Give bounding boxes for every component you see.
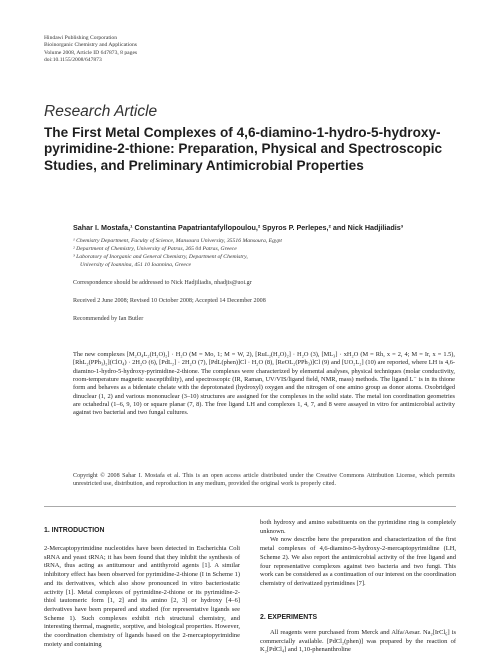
paper-title: The First Metal Complexes of 4,6-diamino-1-hydro-5-hydroxy-pyrimidine-2-thione: Preparation, Physical and Spectroscopic Studies, and Preliminary Antimicrobial Properties (44, 125, 443, 173)
journal-line: Bioinorganic Chemistry and Applications (44, 42, 137, 49)
volume-line: Volume 2008, Article ID 647873, 8 pages (44, 49, 138, 56)
affiliations (73, 238, 453, 270)
divider (44, 506, 456, 507)
author-list: Sahar I. Mostafa,¹ Constantina Papatriantafyllopoulou,² Spyros P. Perlepes,² and Nick Hadjiliadis³ (73, 223, 404, 232)
left-column (44, 545, 240, 649)
experiments-paragraph: All reagents were purchased from Merck and Alfa/Aesar. Na₂[IrCl₆] is commercially available. [PdCl₂(phen)] was prepared by the reaction of K₂[PdCl₄] and 1,10-phenanthroline (260, 629, 456, 654)
section-heading-experiments: 2. EXPERIMENTS (260, 614, 318, 621)
right-column-top (260, 519, 456, 589)
recommended-line: Recommended by Ian Butler (73, 316, 144, 322)
affiliation-2: ² Department of Chemistry, University of Patras, 265 04 Patras, Greece (73, 245, 237, 252)
abstract: The new complexes [M₂O₄L₂(H₂O)₂] · H₂O (M = Mo, 1; M = W, 2), [RuL₂(H₂O)₂] · H₂O (3), [ML₃] · xH₂O (M = Rh, x = 2, 4; M = Ir, x = 1.5), [RhL₂(PPh₃)₂](ClO₄) · 2H₂O (6), [PdL₂] · 2H₂O (7), [PdL(phen)]Cl · H₂O (8), [ReOL₂(PPh₃)]Cl (9) and [UO₂L₂] (10) are reported, where LH is 4,6-diamino-1-hydro-5-hydroxy-pyrimidine-2-thione. The complexes were characterized by elemental analyses, physical techniques (molar conductivity, room-temperature magnetic susceptibility), and spectroscopic (IR, Raman, UV/VIS/ligand field, NMR, mass) methods. The ligand L⁻ is in its thione form and behaves as a bidentate chelate with the deprotonated (hydroxyl) oxygen and the nitrogen of one amino group as donor atoms. Oxobridged dinuclear (1, 2) and various mononuclear (3–10) structures are assigned for the complexes in the solid state. The metal ion coordination geometries are octahedral (1–6, 9, 10) or square planar (7, 8). The free ligand LH and complexes 1, 4, 7, and 8 were assayed in vitro for antimicrobial activity against two bacterial and two fungal cultures. (73, 351, 455, 417)
affiliation-3-continued: University of Ioannina, 451 10 Ioannina, Greece (80, 261, 191, 268)
right-paragraph-2: We now describe here the preparation and characterization of the first metal complexes of 4,6-diamino-5-hydroxy-2-mercaptopyrimidine (LH, Scheme 2). We also report the antimicrobial activity of the free ligand and four representative complexes against two bacteria and two fungi. This work can be considered as a continuation of our interest on the coordination chemistry of derivatized pyrimidines [7]. (260, 536, 456, 587)
article-type: Research Article (44, 103, 158, 120)
right-column-bottom (260, 629, 456, 655)
affiliation-1: ¹ Chemistry Department, Faculty of Science, Mansoura University, 35516 Mansoura, Egypt (73, 238, 282, 244)
affiliation-3: ³ Laboratory of Inorganic and General Chemistry, Department of Chemistry, (73, 253, 248, 260)
dates-line: Received 2 June 2008; Revised 10 October 2008; Accepted 14 December 2008 (73, 298, 266, 304)
publisher-line: Hindawi Publishing Corporation (44, 35, 118, 41)
doi-line: doi:10.1155/2008/647873 (44, 57, 102, 64)
journal-header (44, 35, 137, 65)
right-paragraph-1: both hydroxy and amino substituents on the pyrimidine ring is completely unknown. (260, 519, 456, 535)
copyright-notice: Copyright © 2008 Sahar I. Mostafa et al. This is an open access article distributed under the Creative Commons Attribution License, which permits unrestricted use, distribution, and reproduction in any medium, provided the original work is properly cited. (73, 473, 455, 488)
correspondence-line: Correspondence should be addressed to Nick Hadjiliadis, nhadjis@uoi.gr (73, 280, 252, 286)
section-heading-introduction: 1. INTRODUCTION (44, 527, 105, 534)
intro-paragraph: 2-Mercaptopyrimidine nucleotides have been detected in Escherichia Coli sRNA and yeast tRNA; it has been found that they inhibit the synthesis of tRNA, thus acting as antitumour and antithyroid agents [1]. A similar inhibitory effect has been observed for pyrimidine-2-thione (I in Scheme 1) and its derivatives, which also show pronounced in vitro bacteriostatic activity [1]. Metal complexes of pyrimidine-2-thione or its pyrimidine-2-thiol tautomeric form [1, 2] and its amino [2, 3] or hydroxy [4–6] derivatives have been prepared and studied (for representative ligands see Scheme 1). Such complexes exhibit rich structural chemistry, and interesting thermal, magnetic, sorptive, and biological properties. However, the coordination chemistry of ligands based on the 2-mercaptopyrimidine moiety and containing (44, 545, 240, 648)
